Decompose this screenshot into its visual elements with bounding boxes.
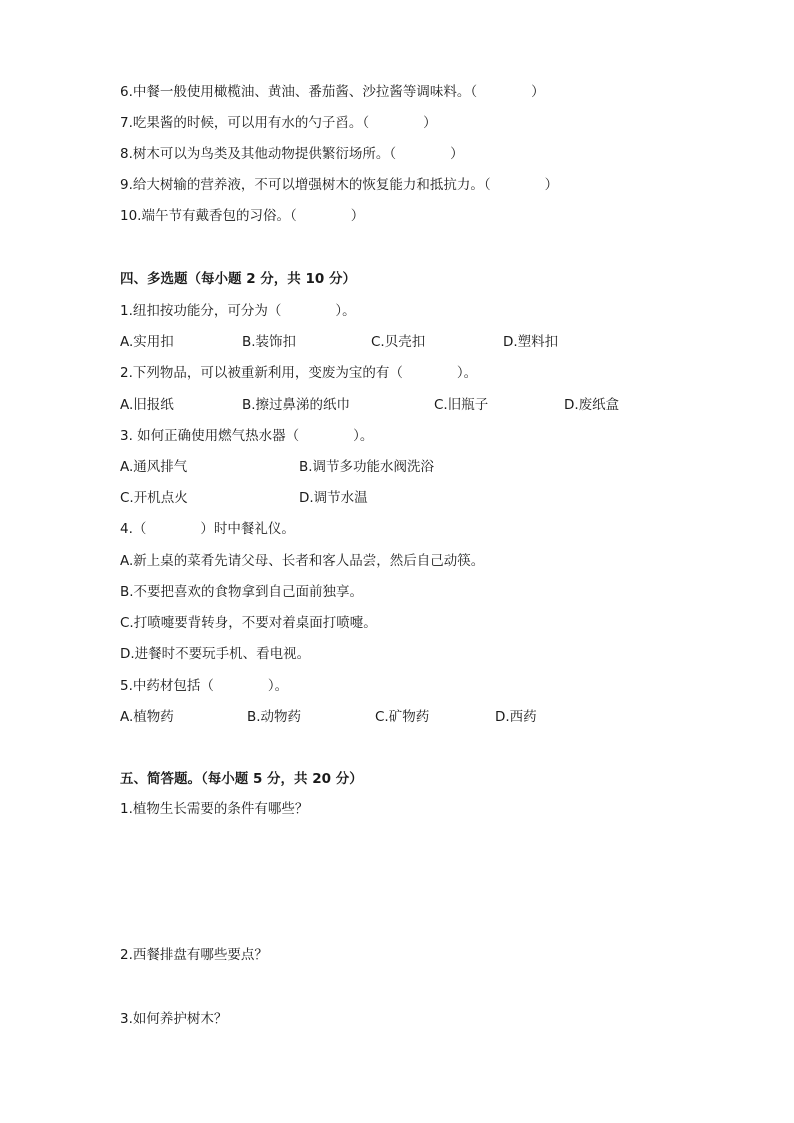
section4-heading: 四、多选题（每小题 2 分，共 10 分） bbox=[120, 271, 356, 287]
q4-option-b: B.不要把喜欢的食物拿到自己面前独享。 bbox=[120, 584, 364, 600]
q1-option-a: A.实用扣 bbox=[120, 334, 174, 350]
section5-heading: 五、简答题。（每小题 5 分，共 20 分） bbox=[120, 771, 363, 787]
q5-option-a: A.植物药 bbox=[120, 709, 174, 725]
q4-option-d: D.进餐时不要玩手机、看电视。 bbox=[120, 646, 311, 662]
q2-stem: 2.下列物品，可以被重新利用，变废为宝的有（ ）。 bbox=[120, 365, 478, 381]
q5-option-c: C.矿物药 bbox=[375, 709, 430, 725]
q1-option-d: D.塑料扣 bbox=[503, 334, 559, 350]
judgement-item-8: 8.树木可以为鸟类及其他动物提供繁衍场所。（ ） bbox=[120, 146, 464, 162]
judgement-item-9: 9.给大树输的营养液，不可以增强树木的恢复能力和抵抗力。（ ） bbox=[120, 177, 559, 193]
q5-stem: 5.中药材包括（ ）。 bbox=[120, 678, 289, 694]
q1-option-b: B.装饰扣 bbox=[242, 334, 297, 350]
q2-option-b: B.擦过鼻涕的纸巾 bbox=[242, 397, 351, 413]
q2-option-c: C.旧瓶子 bbox=[434, 397, 489, 413]
q3-option-d: D.调节水温 bbox=[299, 490, 368, 506]
q2-option-a: A.旧报纸 bbox=[120, 397, 174, 413]
q3-option-c: C.开机点火 bbox=[120, 490, 188, 506]
q1-option-c: C.贝壳扣 bbox=[371, 334, 426, 350]
q3-option-b: B.调节多功能水阀洗浴 bbox=[299, 459, 435, 475]
q5-option-d: D.西药 bbox=[495, 709, 537, 725]
q3-stem: 3. 如何正确使用燃气热水器（ ）。 bbox=[120, 428, 374, 444]
q5-option-b: B.动物药 bbox=[247, 709, 302, 725]
short-answer-q1: 1.植物生长需要的条件有哪些？ bbox=[120, 801, 309, 817]
q1-stem: 1.纽扣按功能分，可分为（ ）。 bbox=[120, 303, 356, 319]
q3-option-a: A.通风排气 bbox=[120, 459, 188, 475]
short-answer-q3: 3.如何养护树木？ bbox=[120, 1011, 228, 1027]
short-answer-q2: 2.西餐排盘有哪些要点？ bbox=[120, 947, 268, 963]
q2-option-d: D.废纸盒 bbox=[564, 397, 620, 413]
judgement-item-6: 6.中餐一般使用橄榄油、黄油、番茄酱、沙拉酱等调味料。（ ） bbox=[120, 84, 545, 100]
q4-option-c: C.打喷嚏要背转身，不要对着桌面打喷嚏。 bbox=[120, 615, 377, 631]
q4-stem: 4.（ ）时中餐礼仪。 bbox=[120, 521, 295, 537]
judgement-item-10: 10.端午节有戴香包的习俗。（ ） bbox=[120, 208, 365, 224]
q4-option-a: A.新上桌的菜肴先请父母、长者和客人品尝，然后自己动筷。 bbox=[120, 553, 485, 569]
judgement-item-7: 7.吃果酱的时候，可以用有水的勺子舀。（ ） bbox=[120, 115, 437, 131]
